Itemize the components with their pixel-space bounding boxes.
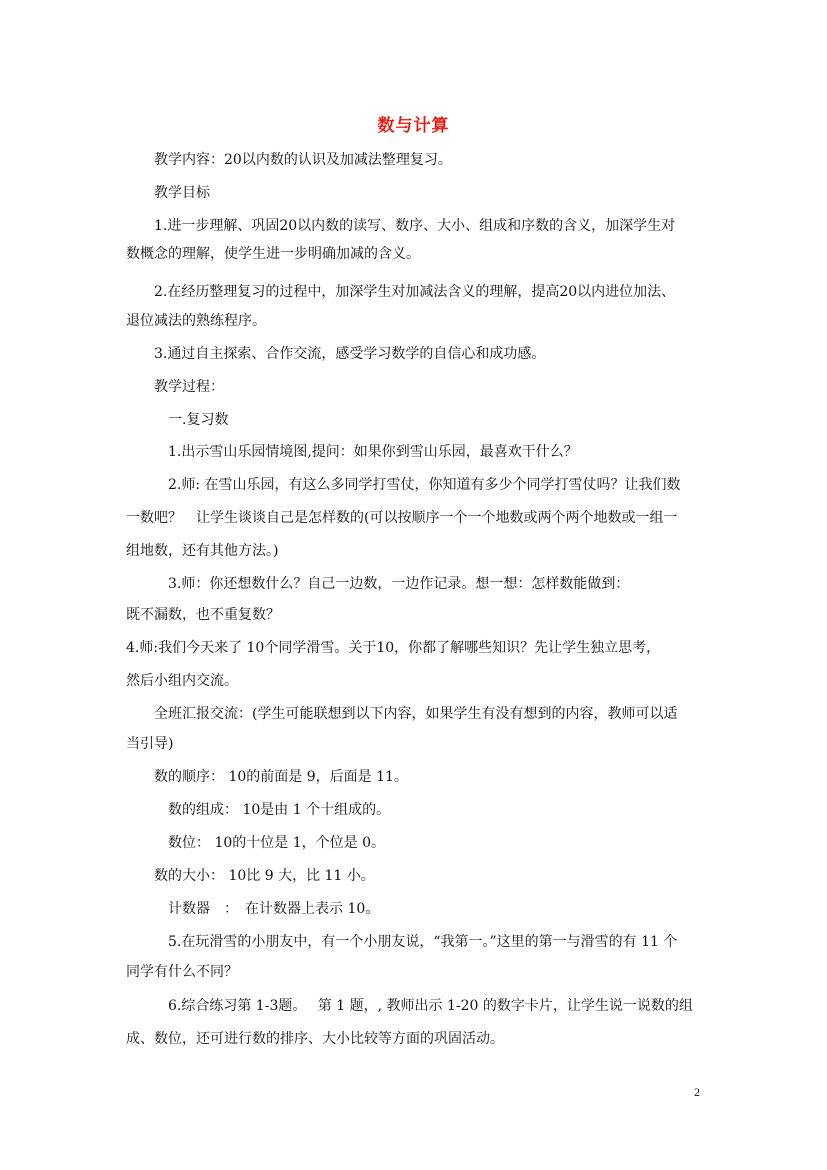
page-number: 2: [694, 1085, 700, 1099]
step-5-line-2: 同学有什么不同？: [126, 964, 238, 980]
teaching-goals-heading: 教学目标: [154, 185, 210, 201]
step-2-line-1: 2.师: 在雪山乐园，有这么多同学打雪仗，你知道有多少个同学打雪仗吗？让我们数: [168, 477, 681, 493]
step-4-line-1: 4.师:我们今天来了 10个同学滑雪。关于10，你都了解哪些知识？先让学生独立思考，: [126, 640, 661, 656]
class-report-line-2: 当引导): [126, 736, 174, 752]
step-1-line: 1.出示雪山乐园情境图,提问：如果你到雪山乐园，最喜欢干什么？: [168, 444, 578, 460]
goal-2-line-2: 退位减法的熟练程序。: [126, 313, 266, 329]
goal-2-line-1: 2.在经历整理复习的过程中，加深学生对加减法含义的理解，提高20以内进位加法、: [154, 284, 676, 300]
teaching-process-heading: 教学过程：: [154, 379, 224, 395]
number-composition-line: 数的组成： 10是由 1 个十组成的。: [168, 802, 391, 818]
goal-1-line-2: 数概念的理解，使学生进一步明确加减的含义。: [126, 246, 420, 262]
number-size-line: 数的大小： 10比 9 大，比 11 小。: [154, 868, 375, 884]
step-2-line-3: 组地数，还有其他方法。): [126, 543, 279, 559]
step-4-line-2: 然后小组内交流。: [126, 673, 238, 689]
step-5-line-1: 5.在玩滑雪的小朋友中，有一个小朋友说，“我第一。”这里的第一与滑雪的有 11 个: [168, 934, 678, 950]
abacus-line: 计数器 ： 在计数器上表示 10。: [168, 901, 380, 917]
teaching-content-line: 教学内容：20以内数的认识及加减法整理复习。: [154, 152, 452, 168]
section-review-numbers: 一.复习数: [168, 412, 229, 428]
step-3-line-2: 既不漏数，也不重复数？: [126, 607, 280, 623]
document-title: 数与计算: [377, 116, 450, 136]
step-6-line-2: 成、数位，还可进行数的排序、大小比较等方面的巩固活动。: [126, 1031, 504, 1047]
place-value-line: 数位： 10的十位是 1，个位是 0。: [168, 835, 385, 851]
goal-1-line-1: 1.进一步理解、巩固20以内数的读写、数序、大小、组成和序数的含义，加深学生对: [154, 218, 676, 234]
step-3-line-1: 3.师：你还想数什么？自己一边数，一边作记录。想一想：怎样数能做到：: [168, 576, 630, 592]
goal-3-line: 3.通过自主探索、合作交流，感受学习数学的自信心和成功感。: [154, 346, 546, 362]
number-order-line: 数的顺序： 10的前面是 9，后面是 11。: [154, 769, 408, 785]
step-6-line-1: 6.综合练习第 1-3题。 第 1 题，, 教师出示 1-20 的数字卡片，让学生说一说数的组: [168, 998, 693, 1014]
step-2-line-2: 一数吧？ 让学生谈谈自己是怎样数的(可以按顺序一个一个地数或两个两个地数或一组一: [126, 510, 678, 526]
class-report-line-1: 全班汇报交流：(学生可能联想到以下内容，如果学生有没有想到的内容，教师可以适: [154, 706, 678, 722]
